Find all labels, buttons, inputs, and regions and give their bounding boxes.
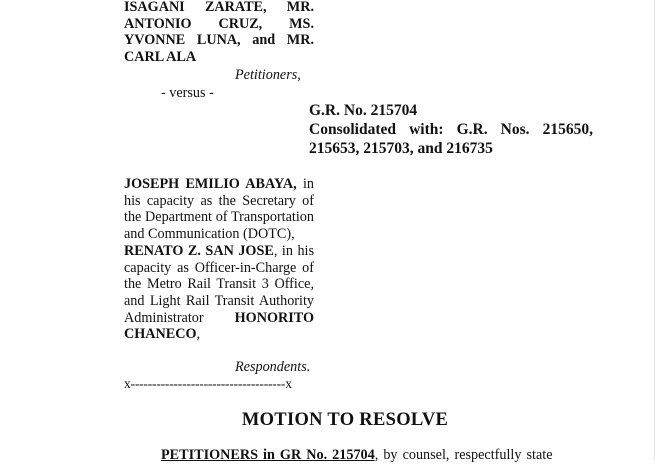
body-paragraph	[161, 447, 553, 464]
body-rest: , by counsel, respectfully state	[374, 447, 553, 463]
case-caption	[309, 101, 593, 159]
respondent-1-name: JOSEPH EMILIO ABAYA,	[124, 176, 297, 192]
respondent-3-name: HONORITO CHANECO	[124, 309, 314, 343]
respondent-1-description: in his capacity as the Secretary of the Department of Transportation and Communication (DOTC),	[124, 176, 314, 243]
consolidated-cases: Consolidated with: G.R. Nos. 215650, 215653, 215703, and 216735	[309, 121, 593, 158]
motion-title: MOTION TO RESOLVE	[241, 410, 449, 430]
petitioners-label: Petitioners,	[235, 67, 301, 83]
petitioner-names: ISAGANI ZARATE, MR. ANTONIO CRUZ, MS. YVONNE LUNA, and MR. CARL ALA	[124, 0, 314, 66]
respondents-block	[124, 176, 314, 343]
versus-label: - versus -	[161, 85, 214, 101]
respondent-2-name: RENATO Z. SAN JOSE	[124, 242, 274, 259]
caption-divider: x------------------------------------x	[124, 376, 292, 391]
case-number: G.R. No. 215704	[309, 102, 418, 119]
respondents-label: Respondents.	[235, 359, 311, 375]
respondent-3-tail: ,	[196, 326, 201, 343]
body-lead: PETITIONERS in GR No. 215704	[161, 447, 375, 463]
respondent-2-description: , in his capacity as Officer-in-Charge of the Metro Rail Transit 3 Office, and Light Rail Transit Authority Administrator	[124, 242, 315, 326]
